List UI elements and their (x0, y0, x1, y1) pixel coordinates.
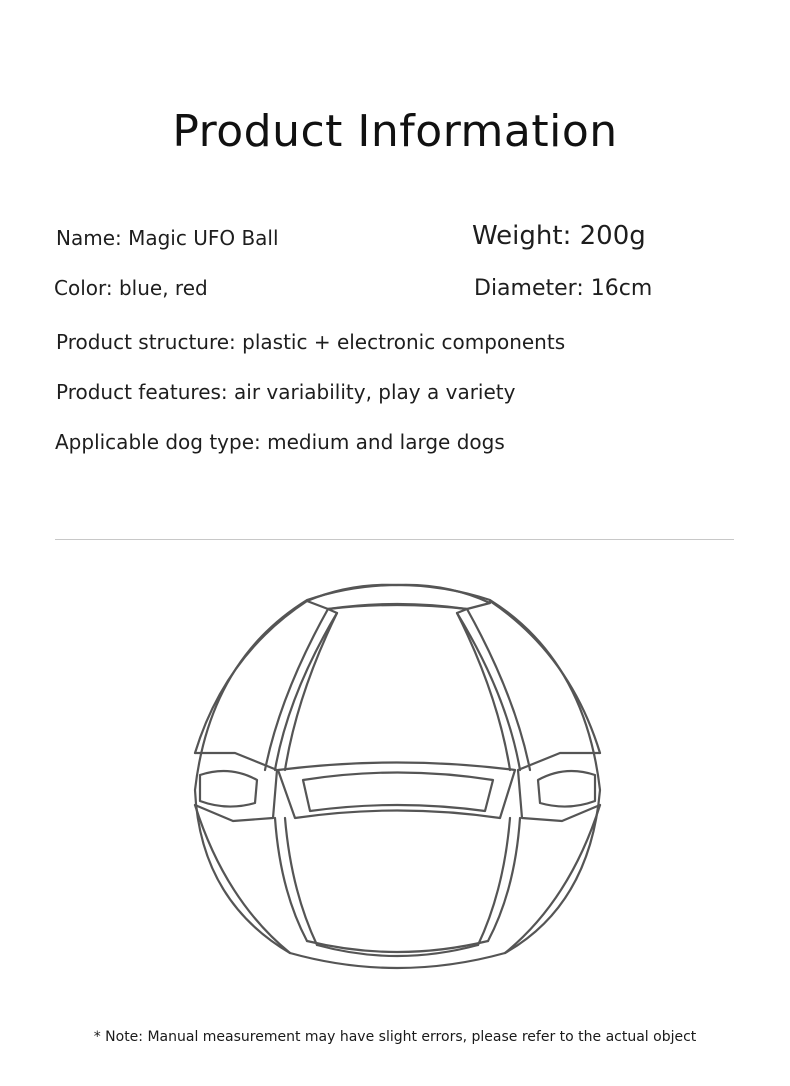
divider (55, 539, 734, 540)
spec-color: Color: blue, red (54, 276, 208, 300)
spec-name: Name: Magic UFO Ball (56, 226, 279, 250)
spec-features: Product features: air variability, play a variety (56, 380, 516, 404)
spec-diameter: Diameter: 16cm (474, 276, 653, 301)
footnote: * Note: Manual measurement may have slight errors, please refer to the actual object (93, 1029, 697, 1045)
spec-structure: Product structure: plastic + electronic components (56, 330, 566, 354)
ufo-ball-illustration (185, 575, 610, 975)
spec-weight: Weight: 200g (472, 221, 646, 251)
spec-dog-type: Applicable dog type: medium and large dogs (55, 430, 505, 454)
page-title: Product Information (172, 106, 618, 157)
